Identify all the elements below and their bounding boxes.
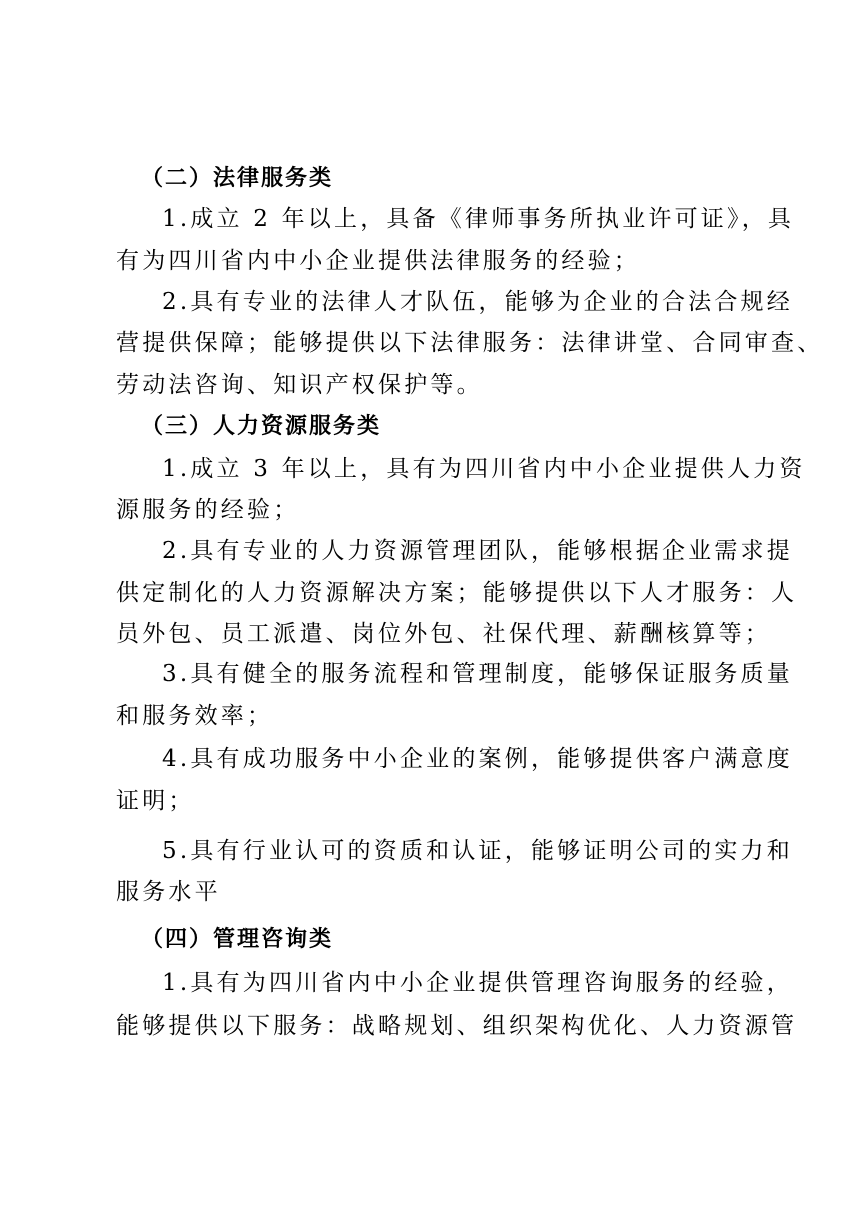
paragraph-line: 3.具有健全的服务流程和管理制度，能够保证服务质量	[162, 661, 793, 687]
paragraph-line: 1.具有为四川省内中小企业提供管理咨询服务的经验，	[162, 970, 793, 996]
paragraph-line: 1.成立 2 年以上，具备《律师事务所执业许可证》，具	[162, 206, 795, 232]
paragraph-line: 营提供保障；能够提供以下法律服务：法律讲堂、合同审查、	[116, 330, 824, 356]
paragraph-line: 2.具有专业的人力资源管理团队，能够根据企业需求提	[162, 538, 793, 564]
paragraph-line: 和服务效率；	[116, 703, 274, 729]
paragraph-line: 2.具有专业的法律人才队伍，能够为企业的合法合规经	[162, 289, 793, 315]
paragraph-line: 员外包、员工派遣、岗位外包、社保代理、薪酬核算等；	[116, 621, 771, 647]
paragraph-line: 5.具有行业认可的资质和认证，能够证明公司的实力和	[162, 838, 793, 864]
paragraph-line: 源服务的经验；	[116, 497, 300, 523]
paragraph-line: 有为四川省内中小企业提供法律服务的经验；	[116, 248, 640, 274]
paragraph-line: 供定制化的人力资源解决方案；能够提供以下人才服务：人	[116, 580, 798, 606]
paragraph-line: 能够提供以下服务：战略规划、组织架构优化、人力资源管	[116, 1013, 798, 1039]
section-heading-hr: （三）人力资源服务类	[141, 414, 382, 439]
paragraph-line: 1.成立 3 年以上，具有为四川省内中小企业提供人力资	[162, 456, 806, 482]
section-heading-consulting: （四）管理咨询类	[141, 927, 334, 952]
paragraph-line: 服务水平	[116, 879, 221, 905]
paragraph-line: 劳动法咨询、知识产权保护等。	[116, 372, 483, 398]
section-heading-legal: （二）法律服务类	[141, 166, 334, 191]
paragraph-line: 证明；	[116, 788, 195, 814]
paragraph-line: 4.具有成功服务中小企业的案例，能够提供客户满意度	[162, 746, 793, 772]
